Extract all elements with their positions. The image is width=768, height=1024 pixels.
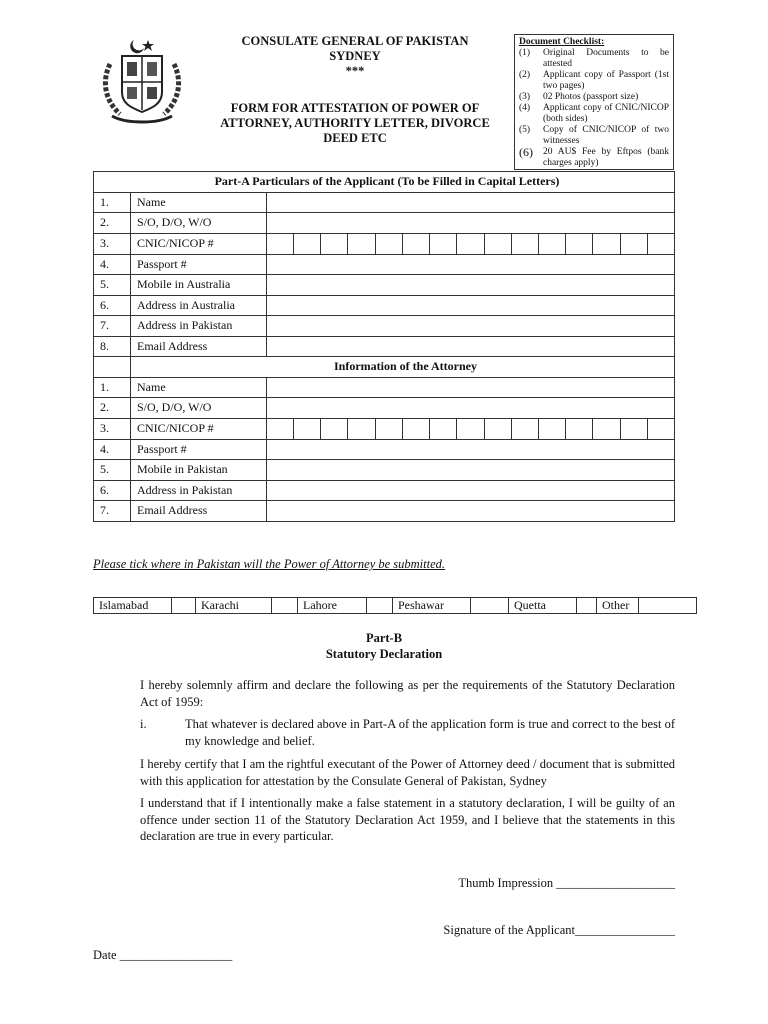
checklist-title: Document Checklist: <box>519 37 605 47</box>
city-checkbox-islamabad[interactable] <box>172 598 196 614</box>
table-row: 7. Email Address <box>94 501 675 522</box>
tick-note: Please tick where in Pakistan will the Power of Attorney be submitted. <box>93 557 446 571</box>
attorney-email-field[interactable] <box>267 501 675 522</box>
part-a-table <box>93 171 675 522</box>
table-row: 1. Name <box>94 377 675 398</box>
table-row: 7. Address in Pakistan <box>94 316 675 337</box>
city-checkbox-karachi[interactable] <box>272 598 298 614</box>
city-label: Quetta <box>509 598 577 614</box>
city-label: Lahore <box>298 598 367 614</box>
part-b-heading <box>93 630 675 662</box>
city-label: Peshawar <box>393 598 471 614</box>
applicant-address-pk-field[interactable] <box>267 316 675 337</box>
applicant-passport-field[interactable] <box>267 254 675 275</box>
part-b-title: Part-B <box>365 631 403 645</box>
attorney-address-field[interactable] <box>267 480 675 501</box>
city-checkbox-lahore[interactable] <box>367 598 393 614</box>
applicant-address-au-field[interactable] <box>267 295 675 316</box>
consulate-header <box>200 34 510 146</box>
attorney-mobile-field[interactable] <box>267 460 675 481</box>
declaration-para-2: I hereby certify that I am the rightful executant of the Power of Attorney deed / document that is submitted with this application for attestation by the Consulate General of Pakistan, Sydney <box>140 757 675 788</box>
city-label: Karachi <box>196 598 272 614</box>
form-title-line2: ATTORNEY, AUTHORITY LETTER, DIVORCE <box>220 116 490 130</box>
table-row: 3. CNIC/NICOP # <box>94 233 675 254</box>
declaration-para-1: I hereby solemnly affirm and declare the following as per the requirements of the Statutory Declaration Act of 1959: <box>140 678 675 709</box>
city-label: Islamabad <box>94 598 172 614</box>
attorney-name-field[interactable] <box>267 377 675 398</box>
checklist-item: (5) Copy of CNIC/NICOP of two witnesses <box>519 125 669 146</box>
city-other-field[interactable] <box>639 598 697 614</box>
date-line[interactable]: Date __________________ <box>93 948 233 962</box>
attorney-passport-field[interactable] <box>267 439 675 460</box>
attorney-cnic-boxes[interactable] <box>267 418 675 439</box>
applicant-name-field[interactable] <box>267 192 675 213</box>
checklist-item: (3) 02 Photos (passport size) <box>519 92 639 102</box>
attorney-title: Information of the Attorney <box>131 357 675 378</box>
applicant-email-field[interactable] <box>267 336 675 357</box>
table-row: 6. Address in Australia <box>94 295 675 316</box>
form-title-line3: DEED ETC <box>323 131 387 145</box>
table-row: 4. Passport # <box>94 439 675 460</box>
consulate-name: CONSULATE GENERAL OF PAKISTAN <box>241 34 469 48</box>
table-row: 2. S/O, D/O, W/O <box>94 398 675 419</box>
consulate-city: SYDNEY <box>329 49 381 63</box>
document-checklist <box>514 34 674 170</box>
city-selection-table <box>93 597 697 614</box>
checklist-item: (2) Applicant copy of Passport (1st two pages) <box>519 70 669 91</box>
applicant-parent-field[interactable] <box>267 213 675 234</box>
form-title-line1: FORM FOR ATTESTATION OF POWER OF <box>230 101 480 115</box>
city-checkbox-quetta[interactable] <box>577 598 597 614</box>
part-a-title: Part-A Particulars of the Applicant (To be Filled in Capital Letters) <box>94 172 675 193</box>
table-row: 4. Passport # <box>94 254 675 275</box>
declaration-para-3: I understand that if I intentionally make a false statement in a statutory declaration, I will be guilty of an offence under section 11 of the Statutory Declaration Act 1959, and I believe that the statements in this declaration are true in every particular. <box>140 796 675 843</box>
table-row: 3. CNIC/NICOP # <box>94 418 675 439</box>
declaration-item: i. That whatever is declared above in Part-A of the application form is true and correct to the best of my knowledge and belief. <box>140 717 675 748</box>
attorney-parent-field[interactable] <box>267 398 675 419</box>
table-row: 5. Mobile in Australia <box>94 275 675 296</box>
applicant-mobile-field[interactable] <box>267 275 675 296</box>
table-row: 8. Email Address <box>94 336 675 357</box>
signature-line[interactable]: Signature of the Applicant________________ <box>443 923 675 937</box>
city-checkbox-peshawar[interactable] <box>471 598 509 614</box>
table-row: 5. Mobile in Pakistan <box>94 460 675 481</box>
city-label: Other <box>597 598 639 614</box>
checklist-item: (6) 20 AU$ Fee by Eftpos (bank charges apply) <box>519 145 669 168</box>
applicant-cnic-boxes[interactable] <box>267 233 675 254</box>
thumb-impression-line[interactable]: Thumb Impression ___________________ <box>458 876 675 890</box>
table-row: 2. S/O, D/O, W/O <box>94 213 675 234</box>
pakistan-emblem <box>96 34 188 126</box>
checklist-item: (1) Original Documents to be attested <box>519 48 669 69</box>
table-row: 1. Name <box>94 192 675 213</box>
checklist-item: (4) Applicant copy of CNIC/NICOP (both sides) <box>519 103 669 124</box>
table-row: 6. Address in Pakistan <box>94 480 675 501</box>
part-b-subtitle: Statutory Declaration <box>325 647 443 661</box>
header-stars: *** <box>345 64 365 78</box>
